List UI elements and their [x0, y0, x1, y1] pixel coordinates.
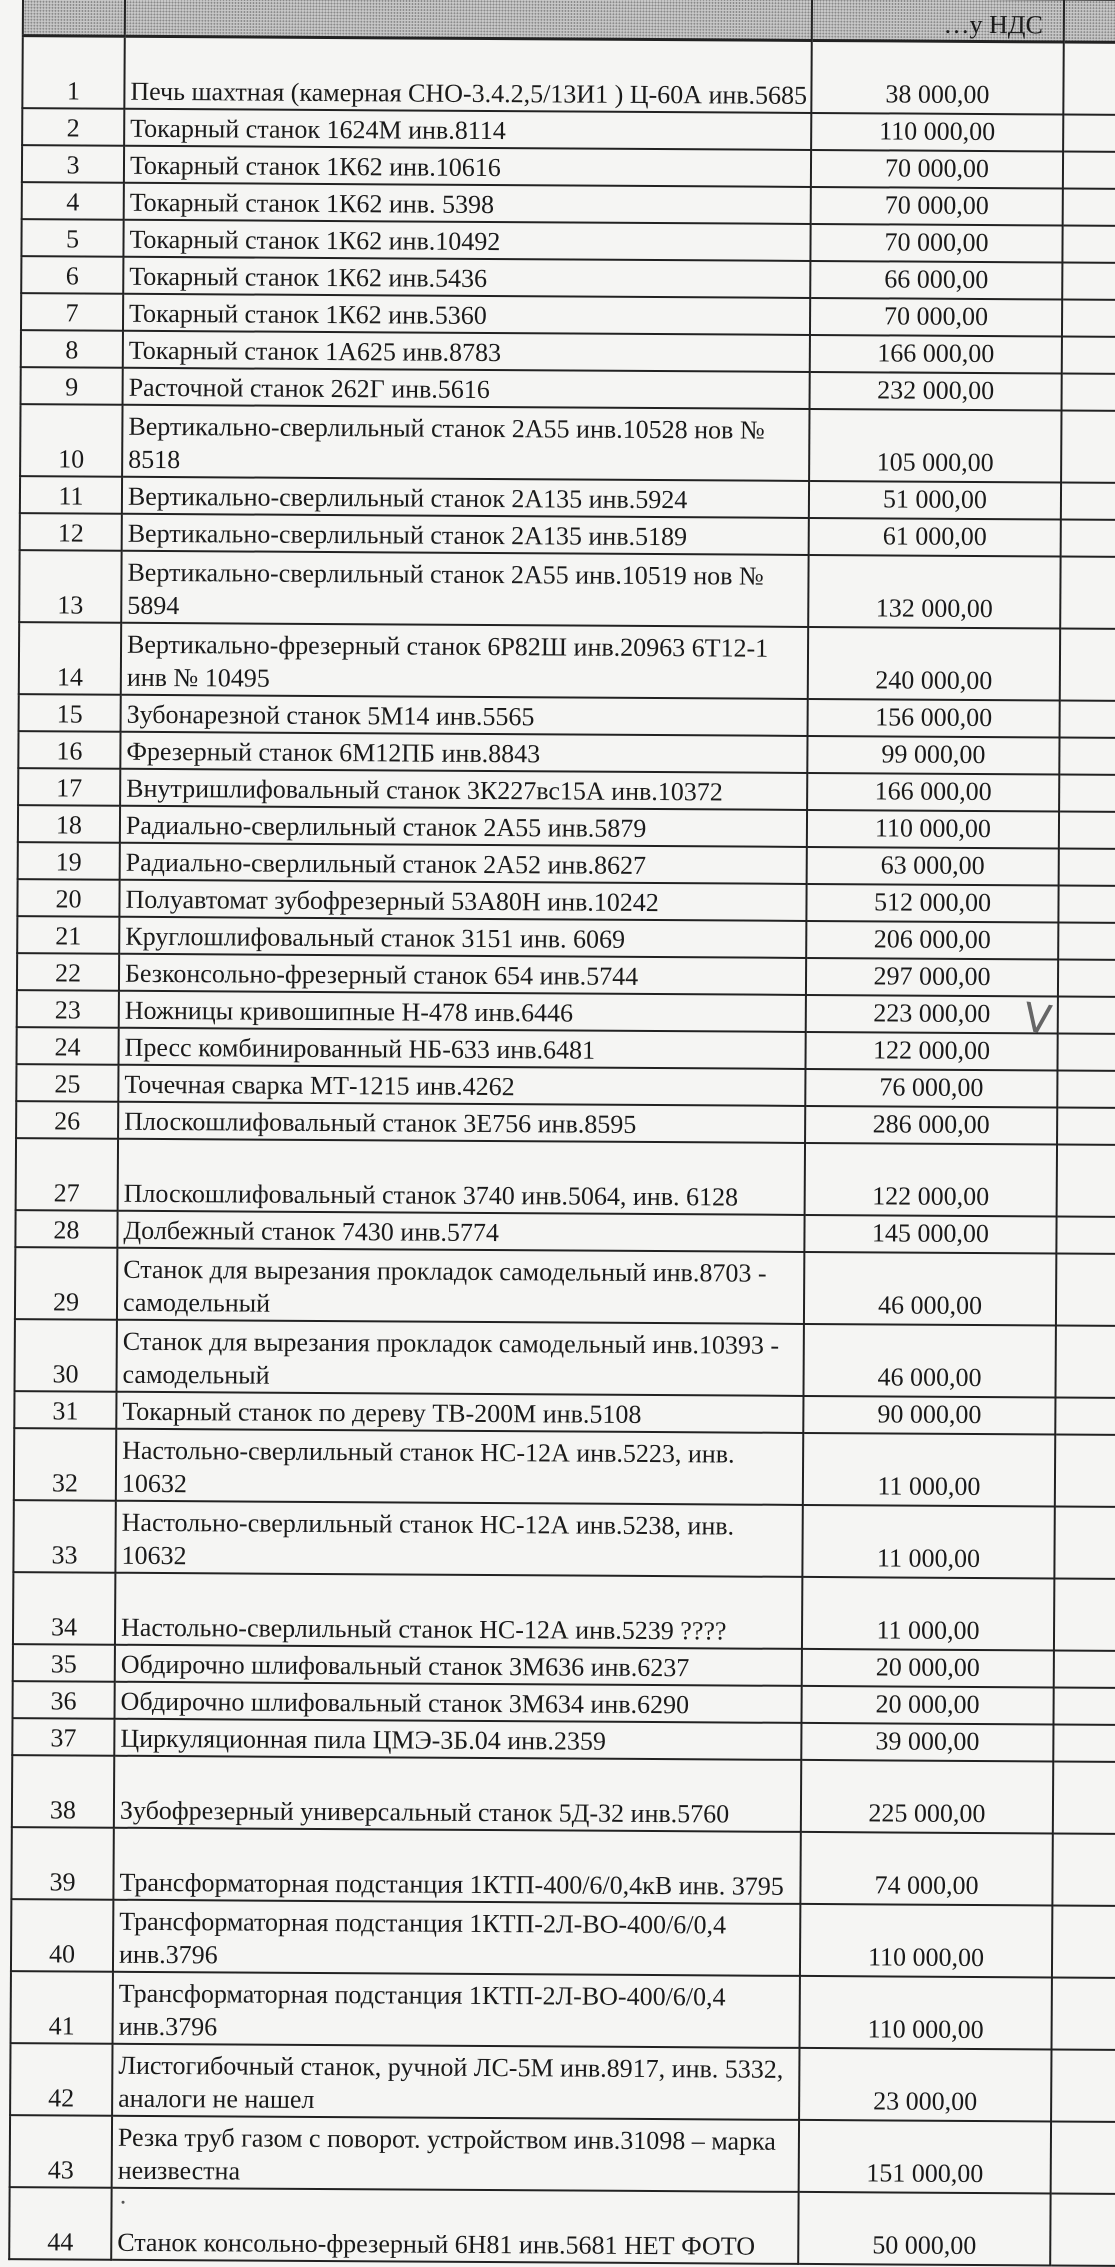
table-row	[13, 1572, 1115, 1651]
equipment-value: 297 000,00	[806, 958, 1058, 997]
equipment-value: 11 000,00	[803, 1433, 1055, 1507]
equipment-value: 76 000,00	[805, 1069, 1057, 1108]
equipment-value: 105 000,00	[809, 409, 1061, 483]
extra-cell	[1054, 1578, 1115, 1650]
equipment-value: 46 000,00	[804, 1252, 1056, 1326]
row-number: 14	[19, 622, 121, 695]
row-number: 44	[9, 2187, 111, 2260]
row-number: 8	[21, 330, 123, 368]
extra-cell	[1057, 1070, 1115, 1108]
extra-cell	[1053, 1761, 1115, 1833]
row-number: 6	[21, 256, 123, 294]
extra-cell	[1054, 1650, 1115, 1688]
equipment-name: Полуавтомат зубофрезерный 53А80Н инв.10242	[119, 880, 806, 921]
row-number: 23	[17, 990, 119, 1028]
equipment-value: 166 000,00	[807, 773, 1059, 812]
equipment-name: Обдирочно шлифовальный станок 3М636 инв.6237	[115, 1645, 802, 1686]
table-row	[11, 1827, 1115, 1906]
equipment-name: Обдирочно шлифовальный станок 3М634 инв.6290	[115, 1682, 802, 1723]
row-number: 22	[17, 953, 119, 991]
row-number: 3	[22, 145, 124, 183]
equipment-value: 225 000,00	[801, 1760, 1053, 1834]
equipment-value: 110 000,00	[811, 113, 1063, 152]
row-number: 4	[22, 182, 124, 220]
equipment-value: 38 000,00	[811, 40, 1063, 114]
row-number: 39	[11, 1827, 113, 1900]
table-row	[22, 36, 1115, 115]
equipment-value: 90 000,00	[803, 1396, 1055, 1435]
row-number: 34	[13, 1572, 115, 1645]
equipment-name: Токарный станок 1624М инв.8114	[124, 109, 811, 150]
equipment-name: Вертикально-сверлильный станок 2А55 инв.10528 нов № 8518	[122, 405, 809, 481]
equipment-name: Токарный станок 1К62 инв. 5398	[124, 183, 811, 224]
equipment-value: 99 000,00	[807, 736, 1059, 775]
extra-cell	[1057, 1033, 1115, 1071]
equipment-value: 286 000,00	[805, 1106, 1057, 1145]
equipment-value: 110 000,00	[800, 1976, 1052, 2050]
row-number: 33	[13, 1500, 115, 1573]
equipment-value: 240 000,00	[808, 627, 1060, 701]
equipment-value: 70 000,00	[811, 150, 1063, 189]
extra-cell	[1056, 1253, 1115, 1325]
equipment-value: 166 000,00	[810, 335, 1062, 374]
equipment-value: 151 000,00	[799, 2120, 1051, 2194]
equipment-value: 11 000,00	[802, 1505, 1054, 1579]
row-number: 27	[16, 1138, 118, 1211]
row-number: 29	[15, 1247, 117, 1320]
equipment-value: 70 000,00	[810, 224, 1062, 263]
extra-cell	[1062, 299, 1115, 337]
equipment-name: Долбежный станок 7430 инв.5774	[117, 1211, 804, 1252]
row-number: 28	[15, 1210, 117, 1248]
equipment-value: 70 000,00	[810, 298, 1062, 337]
row-number: 25	[16, 1064, 118, 1102]
extra-cell	[1058, 959, 1115, 997]
row-number: 21	[17, 916, 119, 954]
extra-cell	[1058, 885, 1115, 923]
equipment-value: 232 000,00	[810, 372, 1062, 411]
extra-cell	[1052, 1833, 1115, 1905]
equipment-value: 122 000,00	[805, 1032, 1057, 1071]
equipment-name: Вертикально-фрезерный станок 6Р82Ш инв.20963 6Т12-1 инв № 10495	[121, 623, 808, 699]
equipment-value: 11 000,00	[802, 1577, 1054, 1651]
equipment-name: Ножницы кривошипные Н-478 инв.6446	[119, 991, 806, 1032]
row-number: 1	[22, 36, 124, 109]
equipment-name: Трансформаторная подстанция 1КТП-2Л-ВО-400/6/0,4 инв.3796	[113, 1900, 800, 1976]
equipment-name: Токарный станок 1А625 инв.8783	[123, 331, 810, 372]
equipment-name: Радиально-сверлильный станок 2А52 инв.8627	[120, 843, 807, 884]
scan-speck	[122, 2201, 125, 2204]
table-row	[15, 1247, 1115, 1326]
equipment-name: Станок для вырезания прокладок самодельный инв.10393 - самодельный	[117, 1320, 804, 1396]
row-number: 12	[20, 513, 122, 551]
extra-cell	[1059, 774, 1115, 812]
equipment-name: Зубофрезерный универсальный станок 5Д-32 инв.5760	[114, 1756, 801, 1832]
table-row	[9, 2187, 1115, 2266]
extra-cell	[1055, 1325, 1115, 1397]
equipment-value: 74 000,00	[800, 1832, 1052, 1906]
equipment-name: Зубонарезной станок 5М14 инв.5565	[121, 695, 808, 736]
table-row	[11, 1971, 1115, 2050]
equipment-name: Радиально-сверлильный станок 2А55 инв.5879	[120, 806, 807, 847]
equipment-name: Точечная сварка МТ-1215 инв.4262	[118, 1065, 805, 1106]
table-row	[19, 550, 1115, 629]
row-number: 16	[18, 731, 120, 769]
equipment-value: 70 000,00	[811, 187, 1063, 226]
header-value-label: …у НДС	[943, 9, 1043, 40]
equipment-name: Вертикально-сверлильный станок 2А55 инв.10519 нов № 5894	[121, 551, 808, 627]
extra-cell	[1059, 737, 1115, 775]
equipment-value: 512 000,00	[806, 884, 1058, 923]
equipment-name: Вертикально-сверлильный станок 2А135 инв.5924	[122, 477, 809, 518]
equipment-name: Трансформаторная подстанция 1КТП-400/6/0,4кВ инв. 3795	[113, 1828, 800, 1904]
equipment-value: 61 000,00	[809, 518, 1061, 557]
row-number: 9	[21, 367, 123, 405]
equipment-value: 23 000,00	[799, 2048, 1051, 2122]
row-number: 35	[13, 1644, 115, 1682]
row-number: 2	[22, 108, 124, 146]
row-number: 31	[14, 1391, 116, 1429]
equipment-name: Вертикально-сверлильный станок 2А135 инв.5189	[122, 514, 809, 555]
handwritten-check-mark: V	[1020, 994, 1055, 1045]
row-number: 11	[20, 476, 122, 514]
extra-cell	[1058, 996, 1115, 1034]
inventory-table	[8, 0, 1115, 2267]
extra-cell	[1051, 2121, 1115, 2193]
row-number: 17	[18, 768, 120, 806]
table-row	[10, 2043, 1115, 2122]
extra-cell	[1060, 628, 1115, 700]
equipment-value: 145 000,00	[804, 1215, 1056, 1254]
equipment-name: Токарный станок 1К62 инв.10616	[124, 146, 811, 187]
equipment-name: Листогибочный станок, ручной ЛС-5М инв.8917, инв. 5332, аналоги не нашел	[112, 2044, 799, 2120]
extra-cell	[1063, 188, 1115, 226]
equipment-name: Настольно-сверлильный станок НС-12А инв.5223, инв. 10632	[116, 1429, 803, 1505]
table-row	[11, 1899, 1115, 1978]
row-number: 7	[21, 293, 123, 331]
header-cell-name	[125, 0, 812, 40]
row-number: 36	[13, 1681, 115, 1719]
equipment-value: 132 000,00	[808, 555, 1060, 629]
equipment-value: 110 000,00	[807, 810, 1059, 849]
extra-cell	[1053, 1687, 1115, 1725]
table-row	[14, 1428, 1115, 1507]
extra-cell	[1063, 114, 1115, 152]
table-row	[13, 1500, 1115, 1579]
extra-cell	[1058, 922, 1115, 960]
row-number: 5	[21, 219, 123, 257]
extra-cell	[1061, 482, 1115, 520]
equipment-name: Внутришлифовальный станок 3К227вс15А инв.10372	[120, 769, 807, 810]
table-row	[10, 2115, 1115, 2194]
equipment-value: 39 000,00	[801, 1723, 1053, 1762]
equipment-name: Трансформаторная подстанция 1КТП-2Л-ВО-400/6/0,4 инв.3796	[113, 1972, 800, 2048]
equipment-name: Плоскошлифовальный станок 3740 инв.5064, инв. 6128	[118, 1139, 805, 1215]
extra-cell	[1061, 410, 1115, 482]
row-number: 24	[17, 1027, 119, 1065]
extra-cell	[1059, 811, 1115, 849]
extra-cell	[1052, 1977, 1115, 2049]
equipment-name: Циркуляционная пила ЦМЭ-3Б.04 инв.2359	[114, 1719, 801, 1760]
extra-cell	[1060, 556, 1115, 628]
equipment-value: 156 000,00	[808, 699, 1060, 738]
extra-cell	[1052, 1905, 1115, 1977]
table-row	[12, 1755, 1115, 1834]
equipment-name: Настольно-сверлильный станок НС-12А инв.5238, инв. 10632	[115, 1501, 802, 1577]
extra-cell	[1051, 2049, 1115, 2121]
extra-cell	[1060, 700, 1115, 738]
row-number: 18	[18, 805, 120, 843]
equipment-name: Станок консольно-фрезерный 6Н81 инв.5681 НЕТ ФОТО	[111, 2188, 798, 2264]
extra-cell	[1061, 519, 1115, 557]
row-number: 42	[10, 2043, 112, 2116]
extra-cell	[1062, 225, 1115, 263]
equipment-value: 46 000,00	[803, 1324, 1055, 1398]
row-number: 30	[15, 1319, 117, 1392]
equipment-value: 110 000,00	[800, 1904, 1052, 1978]
table-row	[20, 404, 1115, 483]
row-number: 38	[12, 1755, 114, 1828]
row-number: 13	[19, 550, 121, 623]
equipment-name: Станок для вырезания прокладок самодельный инв.8703 - самодельный	[117, 1248, 804, 1324]
equipment-name: Токарный станок 1К62 инв.5360	[123, 294, 810, 335]
equipment-name: Расточной станок 262Г инв.5616	[123, 368, 810, 409]
extra-cell	[1057, 1107, 1115, 1145]
equipment-name: Токарный станок по дереву ТВ-200М инв.5108	[116, 1392, 803, 1433]
row-number: 41	[11, 1971, 113, 2044]
extra-cell	[1062, 262, 1115, 300]
extra-cell	[1056, 1216, 1115, 1254]
equipment-value: 223 000,00	[806, 995, 1058, 1034]
equipment-value: 20 000,00	[802, 1649, 1054, 1688]
extra-cell	[1059, 848, 1115, 886]
table-row	[16, 1138, 1115, 1217]
equipment-name: Безконсольно-фрезерный станок 654 инв.5744	[119, 954, 806, 995]
table-row	[15, 1319, 1115, 1398]
header-cell-number	[23, 0, 125, 36]
row-number: 40	[11, 1899, 113, 1972]
extra-cell	[1063, 151, 1115, 189]
extra-cell	[1057, 1144, 1115, 1216]
equipment-name: Настольно-сверлильный станок НС-12А инв.5239 ????	[115, 1573, 802, 1649]
equipment-value: 51 000,00	[809, 481, 1061, 520]
equipment-name: Токарный станок 1К62 инв.10492	[123, 220, 810, 261]
extra-cell	[1054, 1506, 1115, 1578]
equipment-value: 122 000,00	[805, 1143, 1057, 1217]
extra-cell	[1050, 2193, 1115, 2265]
extra-cell	[1063, 42, 1115, 115]
equipment-value: 50 000,00	[798, 2192, 1050, 2266]
extra-cell	[1055, 1434, 1115, 1506]
row-number: 20	[17, 879, 119, 917]
row-number: 15	[19, 694, 121, 732]
row-number: 37	[12, 1718, 114, 1756]
equipment-value: 63 000,00	[807, 847, 1059, 886]
extra-cell	[1062, 336, 1115, 374]
equipment-name: Фрезерный станок 6М12ПБ инв.8843	[120, 732, 807, 773]
equipment-name: Печь шахтная (камерная СНО-3.4.2,5/13И1 ) Ц-60А инв.5685	[124, 36, 811, 113]
equipment-name: Резка труб газом с поворот. устройством инв.31098 – марка неизвестна	[112, 2116, 799, 2192]
equipment-name: Пресс комбинированный НБ-633 инв.6481	[118, 1028, 805, 1069]
equipment-value: 20 000,00	[801, 1686, 1053, 1725]
row-number: 26	[16, 1101, 118, 1139]
extra-cell	[1055, 1397, 1115, 1435]
header-cell-extra	[1064, 0, 1115, 42]
equipment-value: 206 000,00	[806, 921, 1058, 960]
row-number: 10	[20, 404, 122, 477]
equipment-value: 66 000,00	[810, 261, 1062, 300]
extra-cell	[1053, 1724, 1115, 1762]
row-number: 43	[10, 2115, 112, 2188]
row-number: 32	[14, 1428, 116, 1501]
equipment-name: Токарный станок 1К62 инв.5436	[123, 257, 810, 298]
header-cell-value	[812, 0, 1064, 42]
extra-cell	[1062, 373, 1115, 411]
equipment-name: Круглошлифовальный станок 3151 инв. 6069	[119, 917, 806, 958]
table-row	[19, 622, 1115, 701]
row-number: 19	[18, 842, 120, 880]
equipment-name: Плоскошлифовальный станок 3Е756 инв.8595	[118, 1102, 805, 1143]
